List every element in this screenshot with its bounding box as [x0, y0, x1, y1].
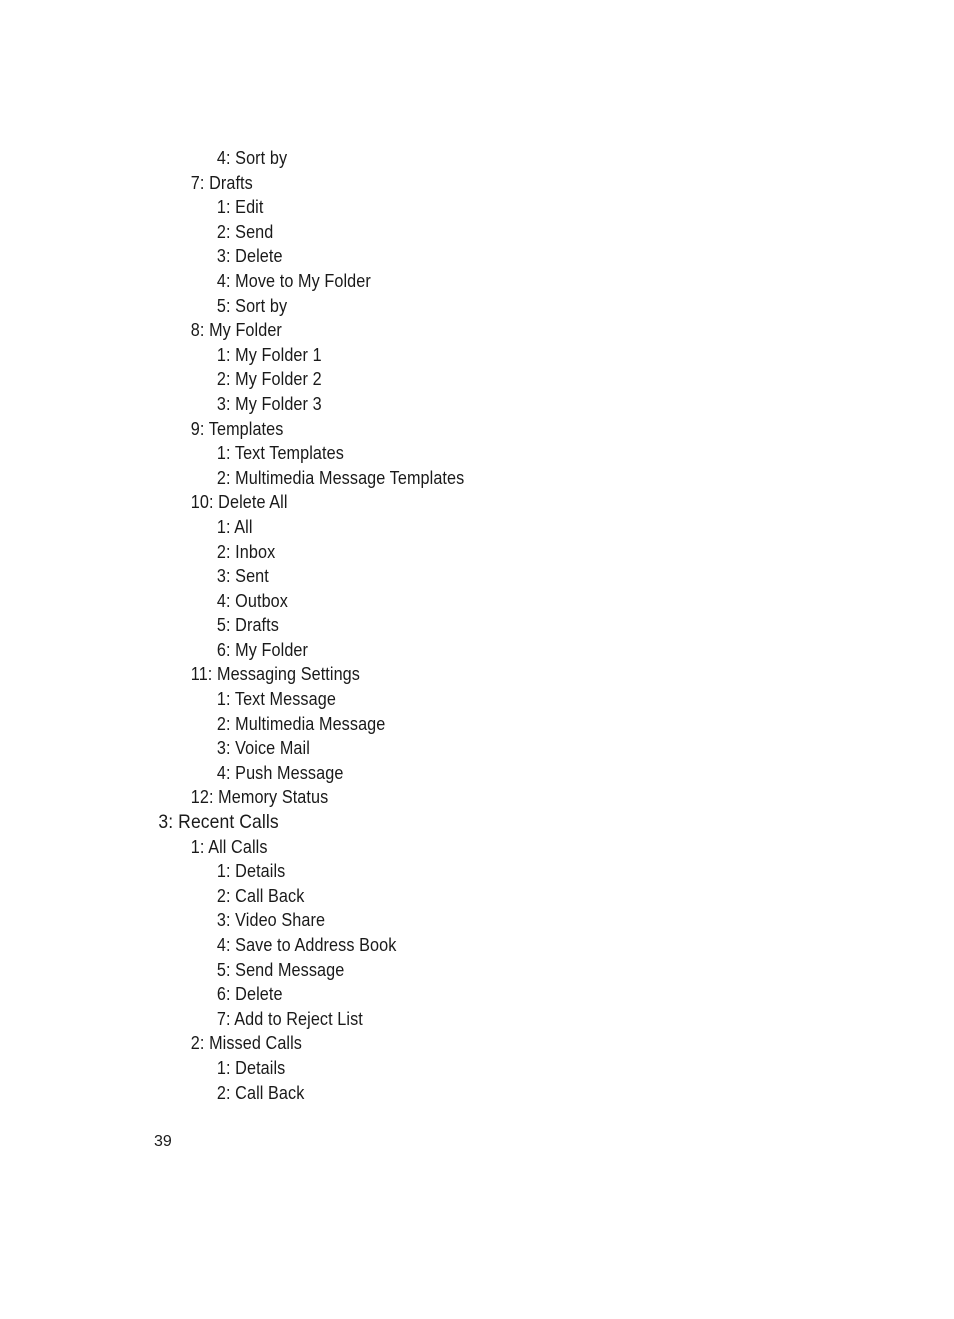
menu-item-level-3: 4: Outbox — [216, 590, 288, 611]
menu-item-level-3: 3: Voice Mail — [216, 738, 310, 759]
menu-item-level-3: 1: Details — [216, 1057, 286, 1078]
menu-item-level-3: 2: Call Back — [216, 1082, 305, 1103]
menu-item-level-3: 3: Delete — [216, 246, 283, 267]
menu-item-level-3: 6: Delete — [216, 984, 283, 1005]
menu-item-level-2: 7: Drafts — [190, 172, 253, 193]
menu-item-level-3: 3: Video Share — [216, 910, 326, 931]
menu-item-level-3: 2: Send — [216, 221, 274, 242]
menu-item-level-2: 2: Missed Calls — [190, 1033, 302, 1054]
menu-item-level-2: 12: Memory Status — [190, 787, 329, 808]
menu-item-level-3: 3: My Folder 3 — [216, 393, 322, 414]
menu-item-level-1: 3: Recent Calls — [158, 811, 279, 834]
menu-item-level-3: 1: Edit — [216, 197, 264, 218]
menu-item-level-3: 2: Multimedia Message Templates — [216, 467, 465, 488]
page-number: 39 — [154, 1133, 172, 1150]
menu-item-level-2: 9: Templates — [190, 418, 284, 439]
menu-item-level-3: 4: Sort by — [216, 148, 288, 168]
menu-item-level-3: 2: Inbox — [216, 541, 276, 562]
menu-item-level-3: 7: Add to Reject List — [216, 1008, 363, 1029]
menu-item-level-3: 1: My Folder 1 — [216, 344, 322, 365]
menu-item-level-3: 5: Drafts — [216, 615, 279, 636]
menu-item-level-3: 4: Move to My Folder — [216, 270, 371, 291]
menu-item-level-2: 8: My Folder — [190, 320, 282, 341]
menu-item-level-3: 4: Save to Address Book — [216, 935, 397, 955]
menu-item-level-2: 1: All Calls — [190, 836, 268, 857]
menu-item-level-3: 1: All — [216, 516, 253, 537]
menu-item-level-3: 1: Text Message — [216, 689, 336, 710]
menu-item-level-2: 11: Messaging Settings — [190, 664, 360, 685]
menu-item-level-3: 3: Sent — [216, 566, 269, 587]
menu-item-level-3: 6: My Folder — [216, 639, 309, 660]
menu-item-level-3: 2: Call Back — [216, 885, 305, 906]
menu-item-level-3: 5: Send Message — [216, 959, 345, 980]
menu-tree — [0, 146, 516, 1105]
menu-item-level-3: 1: Details — [216, 861, 286, 882]
menu-item-level-3: 2: My Folder 2 — [216, 369, 322, 390]
menu-item-level-3: 1: Text Templates — [216, 443, 344, 464]
menu-item-level-3: 5: Sort by — [216, 295, 288, 316]
menu-item-level-2: 10: Delete All — [190, 492, 288, 513]
menu-item-level-3: 2: Multimedia Message — [216, 713, 386, 734]
menu-item-level-3: 4: Push Message — [216, 762, 344, 783]
